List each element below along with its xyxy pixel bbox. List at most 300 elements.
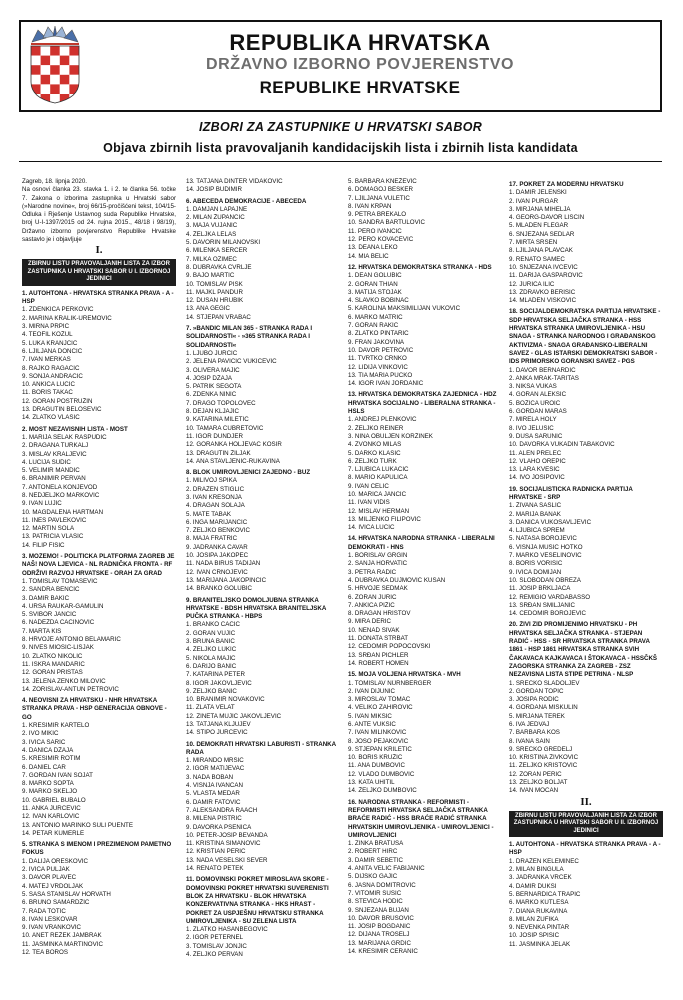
candidate-row: 3. MAJA VUJANIĆ bbox=[186, 222, 238, 230]
candidate-row: 3. NINA OBULJEN KORŽINEK bbox=[348, 432, 433, 440]
candidate-row: 8. MAJA FRATRIĆ bbox=[186, 535, 238, 543]
candidate-row: 8. IVAN KRPAN bbox=[348, 202, 392, 210]
candidate-row: 7. LJILJANA VULETIĆ bbox=[348, 194, 410, 202]
candidate-row: 11. MAJKL PANDUR bbox=[186, 288, 243, 296]
candidate-row: 7. VITOMIR SUŠIĆ bbox=[348, 889, 402, 897]
candidate-row: 13. PATRICIA VLAŠIĆ bbox=[22, 533, 84, 541]
candidate-row: 9. NIVES MIOŠIĆ-LISJAK bbox=[22, 644, 94, 652]
candidate-row: 11. NADA BIRUŠ TADIJAN bbox=[186, 560, 261, 568]
candidate-row: 14. STIPO JURČEVIĆ bbox=[186, 729, 248, 737]
candidate-row: 3. DANICA VUKOSAVLJEVIĆ bbox=[509, 518, 592, 526]
candidate-row: 4. MATEJ VRDOLJAK bbox=[22, 882, 84, 890]
party-list-heading: 2. MOST NEZAVISNIH LISTA - MOST bbox=[22, 425, 128, 433]
candidate-row: 8. LJILJANA PLAVČAK bbox=[509, 247, 573, 255]
party-list-heading: 4. NEOVISNI ZA HRVATSKU - NHR HRVATSKA STRANKA PRAVA - HSP GENERACIJA OBNOVE - GO bbox=[22, 697, 167, 721]
candidate-row: 9. MARKO ŠKELJO bbox=[22, 788, 78, 796]
district-banner: ZBIRNU LISTU PRAVOVALJANIH LISTA ZA IZBOR ZASTUPNIKA U HRVATSKI SABOR U I. IZBORNOJ JEDINICI bbox=[22, 259, 176, 286]
candidate-row: 5. DARKO KLASIĆ bbox=[348, 449, 401, 457]
candidate-row: 3. JOSIPA RODIĆ bbox=[509, 696, 559, 704]
column-2 bbox=[186, 178, 340, 996]
section-numeral: II. bbox=[580, 795, 592, 808]
candidate-row: 12. VLADO DUMBOVIĆ bbox=[348, 770, 415, 778]
candidate-row: 13. ANA GEGIĆ bbox=[186, 305, 231, 313]
candidate-row: 12. KRISTIAN PERIĆ bbox=[186, 848, 246, 856]
candidate-row: 2. IVAN PURGAR bbox=[509, 197, 559, 205]
candidate-row: 14. ANA STAVLJENIĆ-RUKAVINA bbox=[186, 457, 280, 465]
candidate-row: 1. ANDREJ PLENKOVIĆ bbox=[348, 416, 417, 424]
intro-paragraph: Zagreb, 18. lipnja 2020. Na osnovi članka 23. stavka 1. i 2. te članka 56. točke 7. Zakona o izborima zastupnika u Hrvatski sabor (»Narodne novine«, broj 66/15-pročišćeni tekst, 104/15-Odluka i Rješenje Ustavnog suda Republike Hrvatske, broj U-I-1397/2015 od 24. rujna 2015., 48/18 i 98/19), Državno izborno povjerenstvo Republike Hrvatske sastavlo je i objavljuje bbox=[22, 178, 176, 244]
candidate-row: 2. MARINA KRALIK-UREMOVIĆ bbox=[22, 314, 112, 322]
candidate-row: 4. LUCIJA SUDIĆ bbox=[22, 458, 71, 466]
candidate-row: 12. ZINETA MUJIĆ JAKOVLJEVIĆ bbox=[186, 712, 282, 720]
party-list-heading: 9. BRANITELJSKO DOMOLJUBNA STRANKA HRVATSKE - BDSH HRVATSKA BRANITELJSKA PUČKA STRANKA - HBPS bbox=[186, 596, 327, 621]
candidate-row: 5. NATAŠA BOROJEVIĆ bbox=[509, 535, 577, 543]
candidate-row: 3. IVICA ŠARIĆ bbox=[22, 738, 66, 746]
candidate-row: 1. DALIJA OREŠKOVIĆ bbox=[22, 857, 89, 865]
candidate-row: 11. DARIJA GAŠPAROVIĆ bbox=[509, 272, 583, 280]
candidate-row: 9. IVAN ČELIĆ bbox=[348, 482, 389, 490]
candidate-row: 11. ISKRA MANDARIĆ bbox=[22, 660, 85, 668]
candidate-row: 3. MIRJANA MIHELJA bbox=[509, 205, 571, 213]
candidate-row: 1. ZDENKICA PERKOVIĆ bbox=[22, 306, 94, 314]
candidate-row: 6. ANTE VUKŠIĆ bbox=[348, 721, 396, 728]
candidate-row: 11. IGOR DUNDJER bbox=[186, 432, 243, 440]
candidate-row: 11. BORIS TAKAČ bbox=[22, 389, 73, 397]
candidate-row: 13. SRĐAN SMILJANIĆ bbox=[509, 601, 576, 609]
candidate-row: 8. NEDJELJKO MARKOVIĆ bbox=[22, 492, 100, 499]
candidate-row: 7. IVAN MILINKOVIĆ bbox=[348, 729, 407, 737]
candidate-row: 14. IGOR IVAN JORDANIĆ bbox=[348, 380, 424, 388]
candidate-row: 9. IVAN LUJIĆ bbox=[22, 500, 62, 508]
candidate-row: 9. SNJEŽANA BUJAN bbox=[348, 906, 409, 914]
candidate-row: 9. SREĆKO GREDELJ bbox=[509, 745, 573, 753]
candidate-row: 13. NADA VESELSKI SEVER bbox=[186, 856, 268, 864]
candidate-row: 10. SLOBODAN OBREZA bbox=[509, 576, 581, 584]
candidate-row: 10. BORIS KRUŽIĆ bbox=[348, 754, 403, 762]
candidate-row: 5. PATRIK ŠEGOTA bbox=[186, 383, 242, 391]
party-list-heading: 20. ŽIVI ZID PROMIJENIMO HRVATSKU - PH HRVATSKA SELJAČKA STRANKA - STJEPAN RADIĆ - HSS - SR HRVATSKA STRANKA PRAVA 1861 - HSP 1861 HRVATSKA STRANKA SVIH ČAKAVACA KAJKAVACA I ŠTOKAVACA - HSSČKŠ ZAGORSKA STRANKA ZA ZAGREB - ZSZ NEZAVISNA LISTA STIPE PETRINA - NLSP bbox=[509, 621, 658, 679]
candidate-row: 5. KAROLINA MAKSIMILIJAN VUKOVIĆ bbox=[348, 305, 461, 313]
candidate-row: 1. ZLATKO HASANBEGOVIĆ bbox=[186, 926, 268, 934]
candidate-row: 13. DEANA LEKO bbox=[348, 244, 398, 252]
candidate-row: 13. MARIJANA JAKOPINČIĆ bbox=[186, 576, 267, 584]
candidate-row: 6. MILENKA ŠERCER bbox=[186, 247, 248, 255]
candidate-row: 4. URŠA RAUKAR-GAMULIN bbox=[22, 602, 104, 610]
candidate-row: 8. RAJKO RAGAČIĆ bbox=[22, 364, 80, 372]
candidate-row: 11. ALEN PRELEC bbox=[509, 449, 562, 457]
candidate-row: 14. MIA BELIĆ bbox=[348, 252, 389, 260]
candidate-row: 10. SNJEŽANA IVČEVIĆ bbox=[509, 263, 578, 271]
candidate-row: 5. DAVORIN MILANOVSKI bbox=[186, 239, 261, 247]
candidate-row: 2. ŽELJKO REINER bbox=[348, 424, 404, 432]
candidate-row: 9. RENATO ŠAMEC bbox=[509, 255, 565, 263]
section-subtitle: Objava zbirnih lista pravovaljanih kandidacijskih lista i zbirnih lista kandidata bbox=[103, 141, 578, 155]
candidate-row: 2. SANJA HORVATIĆ bbox=[348, 560, 408, 568]
candidate-row: 14. ŽELJKO DUMBOVIĆ bbox=[348, 787, 417, 795]
candidate-row: 1. DAVOR BERNARDIĆ bbox=[509, 366, 576, 374]
party-list-heading: 19. SOCIJALISTIČKA RADNIČKA PARTIJA HRVATSKE - SRP bbox=[509, 485, 633, 501]
candidate-row: 4. VELIKO ZAHIROVIĆ bbox=[348, 704, 413, 712]
candidate-row: 6. DAMIR FATOVIĆ bbox=[186, 798, 241, 806]
candidate-row: 7. BARBARA KOS bbox=[509, 729, 560, 737]
candidate-row: 14. PETAR KUMERLE bbox=[22, 829, 85, 837]
candidate-row: 12. DIJANA TROŠELJ bbox=[348, 931, 410, 939]
candidate-row: 1. ŽIVANA ŠAŠLIĆ bbox=[509, 502, 562, 510]
candidate-row: 10. ANKICA LUČIĆ bbox=[22, 381, 75, 389]
candidate-row: 2. GORAN THIAN bbox=[348, 280, 398, 288]
candidate-row: 13. TATJANA DINTER VIDAKOVIĆ bbox=[186, 178, 283, 185]
candidate-row: 2. DRAŽEN ŠTIGLIĆ bbox=[186, 485, 245, 493]
candidate-row: 4. DRAGAN ŠOLAJA bbox=[186, 502, 245, 510]
croatian-coat-of-arms-icon bbox=[29, 26, 81, 104]
candidate-row: 10. DAVOR PETROVIĆ bbox=[348, 346, 414, 354]
candidate-row: 7. MILKA OZIMEC bbox=[186, 255, 237, 263]
candidate-row: 3. DAMIR BAKIĆ bbox=[22, 594, 70, 602]
candidate-row: 4. VIŠNJA IVANČAN bbox=[186, 782, 243, 790]
candidate-row: 12. IVAN KARLOVIĆ bbox=[22, 813, 80, 821]
candidate-row: 8. MILAN ŽUFIKA bbox=[509, 915, 559, 923]
candidate-row: 2. IVAN DIJUNIĆ bbox=[348, 687, 395, 695]
candidate-row: 6. DARIJO BANIĆ bbox=[186, 662, 237, 670]
candidate-row: 3. JADRANKA VRČEK bbox=[509, 874, 572, 882]
candidate-row: 1. BORISLAV GRGIN bbox=[348, 552, 408, 560]
party-list-heading: 8. BLOK UMIROVLJENICI ZAJEDNO - BUZ bbox=[186, 469, 311, 477]
candidate-row: 7. GORAN RAKIĆ bbox=[348, 322, 399, 330]
candidate-row: 13. ANTONIO MARINKO SULI PUENTE bbox=[22, 821, 133, 829]
candidate-row: 1. TOMISLAV TOMAŠEVIĆ bbox=[22, 577, 98, 585]
party-list-heading: 14. HRVATSKA NARODNA STRANKA - LIBERALNI DEMOKRATI - HNS bbox=[348, 535, 495, 551]
party-list-heading: 6. ABECEDA DEMOKRACIJE - ABECEDA bbox=[186, 197, 307, 205]
candidate-row: 4. ANITA VELIĆ FABIJANIĆ bbox=[348, 865, 425, 873]
candidate-row: 6. ŽELJKO TURK bbox=[348, 457, 397, 465]
candidate-row: 7. MARTA KIŠ bbox=[22, 627, 62, 635]
candidate-row: 14. ČEDOMIR BOROJEVIĆ bbox=[509, 610, 587, 618]
candidate-row: 10. ANET REŽEK JAMBRAK bbox=[22, 932, 102, 940]
candidate-row: 6. NADEŽDA ČAČINOVIĆ bbox=[22, 619, 95, 627]
candidate-row: 10. TOMISLAV PIŠK bbox=[186, 280, 243, 288]
candidate-row: 5. MIRJANA TEREK bbox=[509, 712, 565, 720]
candidate-row: 2. IVICA PULJAK bbox=[22, 866, 70, 874]
candidate-row: 12. LIDIJA VINKOVIĆ bbox=[348, 363, 408, 371]
candidate-row: 1. MARIJA SELAK RASPUDIĆ bbox=[22, 433, 107, 441]
candidate-row: 2. JELENA PAVIČIĆ VUKIČEVIĆ bbox=[186, 358, 277, 366]
candidate-row: 2. SANDRA BENČIĆ bbox=[22, 586, 80, 594]
candidate-row: 11. ANKA JURČEVIĆ bbox=[22, 804, 81, 812]
candidate-row: 9. IVAN VRANKOVIĆ bbox=[22, 924, 82, 932]
candidate-row: 3. MISLAV KRALJEVIĆ bbox=[22, 450, 87, 458]
party-list-heading: 10. DEMOKRATI HRVATSKI LABURISTI - STRANKA RADA bbox=[186, 740, 336, 756]
candidate-row: 7. DIANA RUKAVINA bbox=[509, 907, 568, 915]
candidate-row: 10. GABRIEL BUBALO bbox=[22, 796, 86, 804]
candidate-row: 13. KATA UHITIL bbox=[348, 779, 395, 787]
candidate-row: 13. DRAGUTIN ŽILJAK bbox=[186, 449, 251, 457]
candidate-row: 1. TOMISLAV NÜRNBERGER bbox=[348, 679, 432, 687]
candidate-row: 12. ČEDOMIR POPOČOVSKI bbox=[348, 643, 431, 651]
candidate-row: 3. MIRNA PRPIĆ bbox=[22, 323, 70, 331]
candidate-row: 8. BORIS VORIŠIĆ bbox=[509, 560, 563, 568]
candidate-row: 14. BRANKO GOLUBIĆ bbox=[186, 585, 253, 593]
candidate-row: 6. LJILJANA DONČIĆ bbox=[22, 347, 83, 355]
candidate-row: 12. JURICA ILIĆ bbox=[509, 280, 555, 288]
candidate-row: 11. DONATA STRBAT bbox=[348, 635, 409, 643]
candidate-row: 5. KREŠIMIR ROTIM bbox=[22, 755, 81, 763]
candidate-row: 4. LJUBICA ŠPREM bbox=[509, 527, 565, 535]
candidate-row: 1. DEAN GOLUBIĆ bbox=[348, 272, 402, 280]
candidate-row: 12. MISLAV HERMAN bbox=[348, 507, 410, 515]
candidate-row: 7. KATARINA PETER bbox=[186, 671, 245, 679]
candidate-row: 2. DRAGANA TURKALJ bbox=[22, 442, 89, 450]
candidate-row: 10. SANDRA BARTULOVIĆ bbox=[348, 219, 425, 227]
candidate-row: 7. ANTONELA KONJEVOD bbox=[22, 483, 98, 491]
candidate-row: 8. IVAN LESKOVAR bbox=[22, 915, 78, 923]
candidate-row: 4. ZVONKO MILAS bbox=[348, 441, 402, 449]
candidate-row: 4. ŽELJKO LUKIĆ bbox=[186, 646, 237, 654]
candidate-row: 4. TEOFIL KOŽUL bbox=[22, 331, 73, 339]
candidate-row: 13. TIA MARIA PUČKO bbox=[348, 371, 413, 379]
candidate-row: 8. IVO JELUŠIĆ bbox=[509, 424, 554, 432]
candidate-row: 6. VIŠNJA MUSIĆ HOTKO bbox=[509, 543, 583, 551]
masthead-subtitle-2: REPUBLIKE HRVATSKE bbox=[259, 78, 461, 97]
candidate-row: 11. TVRTKO CRNKO bbox=[348, 355, 407, 363]
candidate-row: 12. TEA BOROŠ bbox=[22, 949, 68, 957]
candidate-row: 1. DRAŽEN KELEMINEC bbox=[509, 857, 579, 865]
candidate-row: 3. BRUNA BANIĆ bbox=[186, 638, 235, 646]
candidate-row: 14. ZORISLAV-ANTUN PETROVIĆ bbox=[22, 685, 119, 693]
candidate-row: 14. STJEPAN VRABAC bbox=[186, 313, 251, 321]
candidate-row: 4. GORAN ALEKSIĆ bbox=[509, 391, 567, 399]
candidate-row: 3. IVAN KRESONJA bbox=[186, 493, 242, 501]
candidate-row: 9. PETRA BREKALO bbox=[348, 211, 407, 219]
candidate-row: 3. PETRA RADIĆ bbox=[348, 568, 397, 576]
candidate-row: 12. DUŠAN HRUBIK bbox=[186, 297, 244, 305]
candidate-row: 7. GORDAN IVAN ŠOJAT bbox=[22, 771, 93, 779]
candidate-row: 5. IVAN MIKŠIĆ bbox=[348, 712, 392, 720]
candidate-row: 13. ŽELJKO BOLJAT bbox=[509, 779, 568, 787]
candidate-row: 9. BAJO MARTIĆ bbox=[186, 272, 235, 280]
candidate-row: 11. ANA DUMBOVIĆ bbox=[348, 762, 405, 770]
candidate-row: 13. TATJANA KLJUJEV bbox=[186, 721, 251, 728]
section-title: IZBORI ZA ZASTUPNIKE U HRVATSKI SABOR bbox=[198, 120, 483, 134]
candidate-row: 5. LUKA KRANJČIĆ bbox=[22, 339, 78, 347]
candidate-row: 7. RADA TOTIĆ bbox=[22, 907, 66, 915]
candidate-row: 1. DAMIR JELENSKI bbox=[509, 189, 567, 197]
candidate-row: 2. MILAN BINGULA bbox=[509, 866, 564, 874]
candidate-row: 3. DAVOR PLAVEC bbox=[22, 874, 77, 882]
candidate-row: 1. LJUBO JURČIĆ bbox=[186, 349, 238, 357]
candidate-row: 8. STEVICA HODIĆ bbox=[348, 898, 403, 906]
candidate-row: 11. JOSIP BRKLJAČA bbox=[509, 585, 571, 593]
candidate-row: 14. RENATO PETEK bbox=[186, 865, 244, 873]
candidate-row: 6. ZORAN JURIĆ bbox=[348, 593, 397, 601]
party-list-heading: 16. NARODNA STRANKA - REFORMISTI - REFORMISTI HRVATSKA SELJAČKA STRANKA BRAĆE RADIĆ - HSS BRAĆE RADIĆ STRANKA HRVATSKIH UMIROVLJENIKA - UMIROVLJENICI - UMIROVLJENICI bbox=[348, 798, 494, 839]
candidate-row: 4. DANICA DŽAJA bbox=[22, 746, 74, 754]
party-list-heading: 15. MOJA VOLJENA HRVATSKA - MVH bbox=[348, 671, 461, 679]
candidate-row: 7. DRAGO TOPOLOVEC bbox=[186, 399, 256, 407]
candidate-row: 14. IVO JOSIPOVIĆ bbox=[509, 474, 565, 482]
party-list-heading: 1. AUTOHTONA - HRVATSKA STRANKA PRAVA - A - HSP bbox=[509, 841, 661, 857]
candidate-row: 11. ZLATA VELAT bbox=[186, 704, 235, 712]
column-4 bbox=[509, 178, 663, 996]
candidate-row: 6. ZDENKA NINIĆ bbox=[186, 391, 237, 399]
candidate-row: 7. LJUBICA LUKAČIĆ bbox=[348, 466, 409, 474]
candidate-row: 6. GORDAN MARAS bbox=[509, 408, 567, 416]
candidate-row: 7. ANKICA PIŽIĆ bbox=[348, 601, 395, 609]
candidate-row: 12. PERO KOVAČEVIĆ bbox=[348, 236, 414, 244]
candidate-row: 9. DAVORKA PŠENICA bbox=[186, 823, 252, 831]
candidate-row: 2. IVO MIKIĆ bbox=[22, 730, 59, 738]
candidate-row: 8. ZLATKO PINTARIĆ bbox=[348, 330, 409, 338]
candidate-row: 6. MARKO KUTLEŠA bbox=[509, 899, 569, 907]
candidate-row: 10. JOSIP ŠPIŠIĆ bbox=[509, 932, 560, 940]
candidate-row: 10. DAVORKA VUKADIN TABAKOVIĆ bbox=[509, 441, 615, 449]
candidate-row: 6. JASNA DOMITROVIĆ bbox=[348, 881, 416, 889]
candidate-row: 4. GEORG-DAVOR LISCIN bbox=[509, 214, 585, 222]
candidate-row: 5. HRVOJE SEDMAK bbox=[348, 585, 408, 593]
candidate-row: 14. FILIP FIŠIĆ bbox=[22, 541, 65, 549]
candidate-row: 11. JASMINKA MARTINOVIĆ bbox=[22, 940, 103, 948]
district-banner: ZBIRNU LISTU PRAVOVALJANIH LISTA ZA IZBOR ZASTUPNIKA U HRVATSKI SABOR U II. IZBORNOJ JEDINICI bbox=[509, 811, 663, 838]
candidate-row: 4. DUBRAVKA DUJMOVIĆ KUŠAN bbox=[348, 576, 446, 584]
candidate-row: 5. BOŽICA UROIĆ bbox=[509, 399, 561, 407]
candidate-row: 14. MLADEN VISKOVIĆ bbox=[509, 297, 577, 305]
candidate-row: 13. ZDRAVKO BERIŠIĆ bbox=[509, 288, 576, 296]
candidate-row: 13. JELENA ZENKO MILOVIĆ bbox=[22, 677, 106, 685]
party-list-heading: 3. MOŽEMO! - POLITIČKA PLATFORMA ZAGREB JE NAŠ! NOVA LJEVICA - NL RADNIČKA FRONTA - RF ODRŽIVI RAZVOJ HRVATSKE - ORAH ZA GRAD bbox=[22, 553, 175, 577]
candidate-row: 14. IVICA LUČIĆ bbox=[348, 524, 395, 532]
candidate-row: 9. STJEPAN KRILETIĆ bbox=[348, 745, 412, 753]
candidate-row: 13. DRAGUTIN BELOŠEVIĆ bbox=[22, 406, 102, 414]
candidate-row: 10. JOSIPA JAKOPEC bbox=[186, 552, 249, 560]
candidate-row: 7. MARKO VESELINOVIĆ bbox=[509, 552, 582, 560]
candidate-row: 6. BRUNO SAMARDŽIĆ bbox=[22, 899, 90, 907]
candidate-row: 11. INES PAVLEKOVIĆ bbox=[22, 516, 87, 524]
candidate-row: 13. LARA KVESIĆ bbox=[509, 466, 560, 474]
candidate-row: 3. MATIJA STOJAK bbox=[348, 288, 402, 296]
candidate-row: 8. DRAGAN HRISTOV bbox=[348, 610, 411, 618]
candidate-row: 10. TAMARA ČUBRETOVIĆ bbox=[186, 424, 264, 432]
candidate-row: 8. JOSO PEJAKOVIĆ bbox=[348, 737, 409, 745]
candidate-row: 12. MARTIN ŠOLA bbox=[22, 525, 75, 533]
candidate-row: 11. IVAN VIDIŠ bbox=[348, 499, 390, 507]
candidate-row: 10. NENAD ŠIVAK bbox=[348, 626, 400, 634]
candidate-row: 3. NIKŠA VUKAS bbox=[509, 383, 557, 391]
candidate-row: 11. JASMINKA JELAK bbox=[509, 940, 571, 948]
candidate-row: 2. MARIJA BANAK bbox=[509, 510, 561, 518]
candidate-row: 9. JADRANKA ČAVAR bbox=[186, 543, 248, 551]
candidate-row: 2. ANKA MRAK-TARITAŠ bbox=[509, 374, 579, 382]
candidate-row: 2. MILAN ŽUPANČIĆ bbox=[186, 214, 245, 222]
candidate-row: 14. ZLATKO VLAŠIĆ bbox=[22, 414, 80, 422]
candidate-row: 7. MIRELA HOLY bbox=[509, 416, 557, 424]
candidate-row: 6. SNJEŽANA SEDLAR bbox=[509, 230, 575, 238]
candidate-row: 5. SAŠA STANISLAV HORVATH bbox=[22, 890, 111, 898]
candidate-row: 10. BRANIMIR NOVAKOVIĆ bbox=[186, 696, 265, 704]
candidate-row: 2. IGOR PETERNEL bbox=[186, 934, 244, 942]
candidate-row: 9. DUŠA ŠARUNIĆ bbox=[509, 432, 563, 440]
candidate-row: 4. DAMIR DUKŠI bbox=[509, 882, 557, 890]
party-list-heading: 1. AUTOHTONA - HRVATSKA STRANKA PRAVA - A - HSP bbox=[22, 289, 174, 306]
candidate-row: 5. NIKOLA MAJIĆ bbox=[186, 654, 236, 662]
candidate-row: 14. JOSIP BUDIMIR bbox=[186, 186, 242, 194]
candidate-row: 2. GORDAN TOPIĆ bbox=[509, 687, 564, 695]
candidate-row: 13. SRĐAN PICHLER bbox=[348, 651, 409, 659]
candidate-row: 8. MILENA PISTRIĆ bbox=[186, 815, 242, 823]
candidate-row: 1. KREŠIMIR KARTELO bbox=[22, 722, 90, 730]
section-numeral: I. bbox=[95, 244, 103, 257]
candidate-row: 7. ALEKSANDRA RAACH bbox=[186, 806, 258, 814]
divider bbox=[19, 161, 662, 162]
candidate-row: 1. BRANKO ĆAĆIĆ bbox=[186, 621, 240, 629]
party-list-heading: 7. »BANDIĆ MILAN 365 - STRANKA RADA I SOLIDARNOSTI« - »365 STRANKA RADA I SOLIDARNOSTI« bbox=[186, 325, 313, 349]
candidate-row: 4. GORDANA MIŠKULIN bbox=[509, 704, 578, 712]
candidate-row: 9. MIRA DERIĆ bbox=[348, 618, 391, 626]
candidate-row: 8. HRVOJE ANTONIO BELAMARIĆ bbox=[22, 636, 121, 644]
candidate-row: 9. IVICA DOMIJAN bbox=[509, 568, 562, 576]
candidate-row: 3. MIROSLAV TOMAC bbox=[348, 696, 411, 704]
candidate-row: 6. INGA MARIJANČIĆ bbox=[186, 518, 248, 526]
candidate-row: 6. MARKO MATRIĆ bbox=[348, 313, 403, 321]
party-list-heading: 17. POKRET ZA MODERNU HRVATSKU bbox=[509, 181, 624, 188]
candidate-row: 13. MILJENKO FILIPOVIĆ bbox=[348, 515, 421, 523]
party-list-heading: 18. SOCIJALDEMOKRATSKA PARTIJA HRVATSKE - SDP HRVATSKA SELJAČKA STRANKA - HSS HRVATSKA STRANKA UMIROVLJENIKA - HSU SNAGA - STRANKA NARODNOG I GRAĐANSKOG AKTIVIZMA - SNAGA GRAĐANSKO-LIBERALNI SAVEZ - GLAS ISTARSKI DEMOKRATSKI SABOR - IDS PRIMORSKO GORANSKI SAVEZ - PGS bbox=[509, 308, 661, 366]
party-list-heading: 11. DOMOVINSKI POKRET MIROSLAVA ŠKORE - DOMOVINSKI POKRET HRVATSKI SUVERENISTI BLOK ZA HRVATSKU - BLOK HRVATSKA KONZERVATIVNA STRANKA - HKS HRAST - POKRET ZA USPJEŠNU HRVATSKU STRANKA UMIROVLJENIKA - SU ZELENA LISTA bbox=[186, 876, 329, 925]
candidate-row: 7. MIRTA SRŠEN bbox=[509, 239, 558, 247]
candidate-row: 11. PERO IVANČIĆ bbox=[348, 227, 402, 235]
candidate-row: 2. GORAN VUJIĆ bbox=[186, 629, 236, 637]
candidate-row: 8. DEJAN KLJAJIĆ bbox=[186, 408, 239, 416]
column-3 bbox=[348, 178, 502, 996]
candidate-row: 4. JOSIP DŽAJA bbox=[186, 374, 232, 382]
party-list-heading: 12. HRVATSKA DEMOKRATSKA STRANKA - HDS bbox=[348, 263, 492, 271]
party-list-heading: 13. HRVATSKA DEMOKRATSKA ZAJEDNICA - HDZ HRVATSKA SOCIJALNO - LIBERALNA STRANKA - HSLS bbox=[348, 391, 497, 416]
candidate-row: 4. SLAVKO BOBINAC bbox=[348, 297, 409, 305]
masthead-subtitle: DRŽAVNO IZBORNO POVJERENSTVO bbox=[205, 56, 515, 73]
candidate-row: 12. VLAHO OREPIĆ bbox=[509, 457, 566, 465]
candidate-row: 6. IVA JEDVAJ bbox=[509, 721, 550, 728]
candidate-row: 11. KRISTINA ŠIMANOVIĆ bbox=[186, 840, 261, 848]
candidate-row: 6. BRANIMIR PERVAN bbox=[22, 475, 86, 483]
candidate-row: 3. OLIVERA MAJIĆ bbox=[186, 366, 240, 374]
candidate-row: 2. ROBERT HIRC bbox=[348, 848, 398, 856]
candidate-row: 11. ŽELJKO KRISTOVIĆ bbox=[509, 762, 578, 770]
candidate-row: 5. VELIMIR MANDIĆ bbox=[22, 467, 80, 475]
candidate-row: 5. BERNARDICA TRAPIĆ bbox=[509, 890, 581, 898]
candidate-row: 3. NADA BOBAN bbox=[186, 773, 234, 781]
candidate-row: 8. IGOR JAKOVLJEVIĆ bbox=[186, 679, 252, 687]
candidate-row: 6. DOMAGOJ BEŠKER bbox=[348, 186, 413, 194]
candidate-row: 11. JOSIP BOGDANIĆ bbox=[348, 923, 411, 931]
candidate-row: 9. ŽELJKO BANIĆ bbox=[186, 687, 237, 695]
candidate-row: 14. KREŠIMIR CERANIĆ bbox=[348, 948, 418, 956]
candidate-row: 9. NEVENKA PINTAR bbox=[509, 924, 570, 932]
candidate-row: 7. IVAN MERKAŠ bbox=[22, 356, 71, 364]
candidate-row: 12. ZORAN PERIĆ bbox=[509, 770, 562, 778]
candidate-row: 1. ZINKA BRATUŠA bbox=[348, 840, 404, 848]
candidate-row: 12. GORAN POSTRUŽIN bbox=[22, 397, 93, 405]
column-1 bbox=[22, 178, 176, 996]
candidate-row: 12. REMIGIO VARDABASSO bbox=[509, 593, 591, 601]
candidate-row: 1. DAMJAN LAPAJNE bbox=[186, 205, 248, 213]
candidate-row: 8. MARIO KAPULICA bbox=[348, 474, 408, 482]
candidate-row: 5. MLADEN FLEGAR bbox=[509, 222, 569, 230]
candidate-row: 6. DANIEL CAR bbox=[22, 763, 66, 771]
candidate-row: 1. MIRANDO MRSIĆ bbox=[186, 757, 244, 765]
candidate-row: 13. MARIJANA GRDIĆ bbox=[348, 939, 411, 947]
candidate-row: 10. DAVOR BRUSOVIĆ bbox=[348, 914, 414, 922]
candidate-row: 9. FRAN JAKOVINA bbox=[348, 338, 405, 346]
candidate-row: 9. KATARINA MILETIĆ bbox=[186, 416, 249, 424]
candidate-row: 1. MILIVOJ ŠPIKA bbox=[186, 477, 237, 485]
